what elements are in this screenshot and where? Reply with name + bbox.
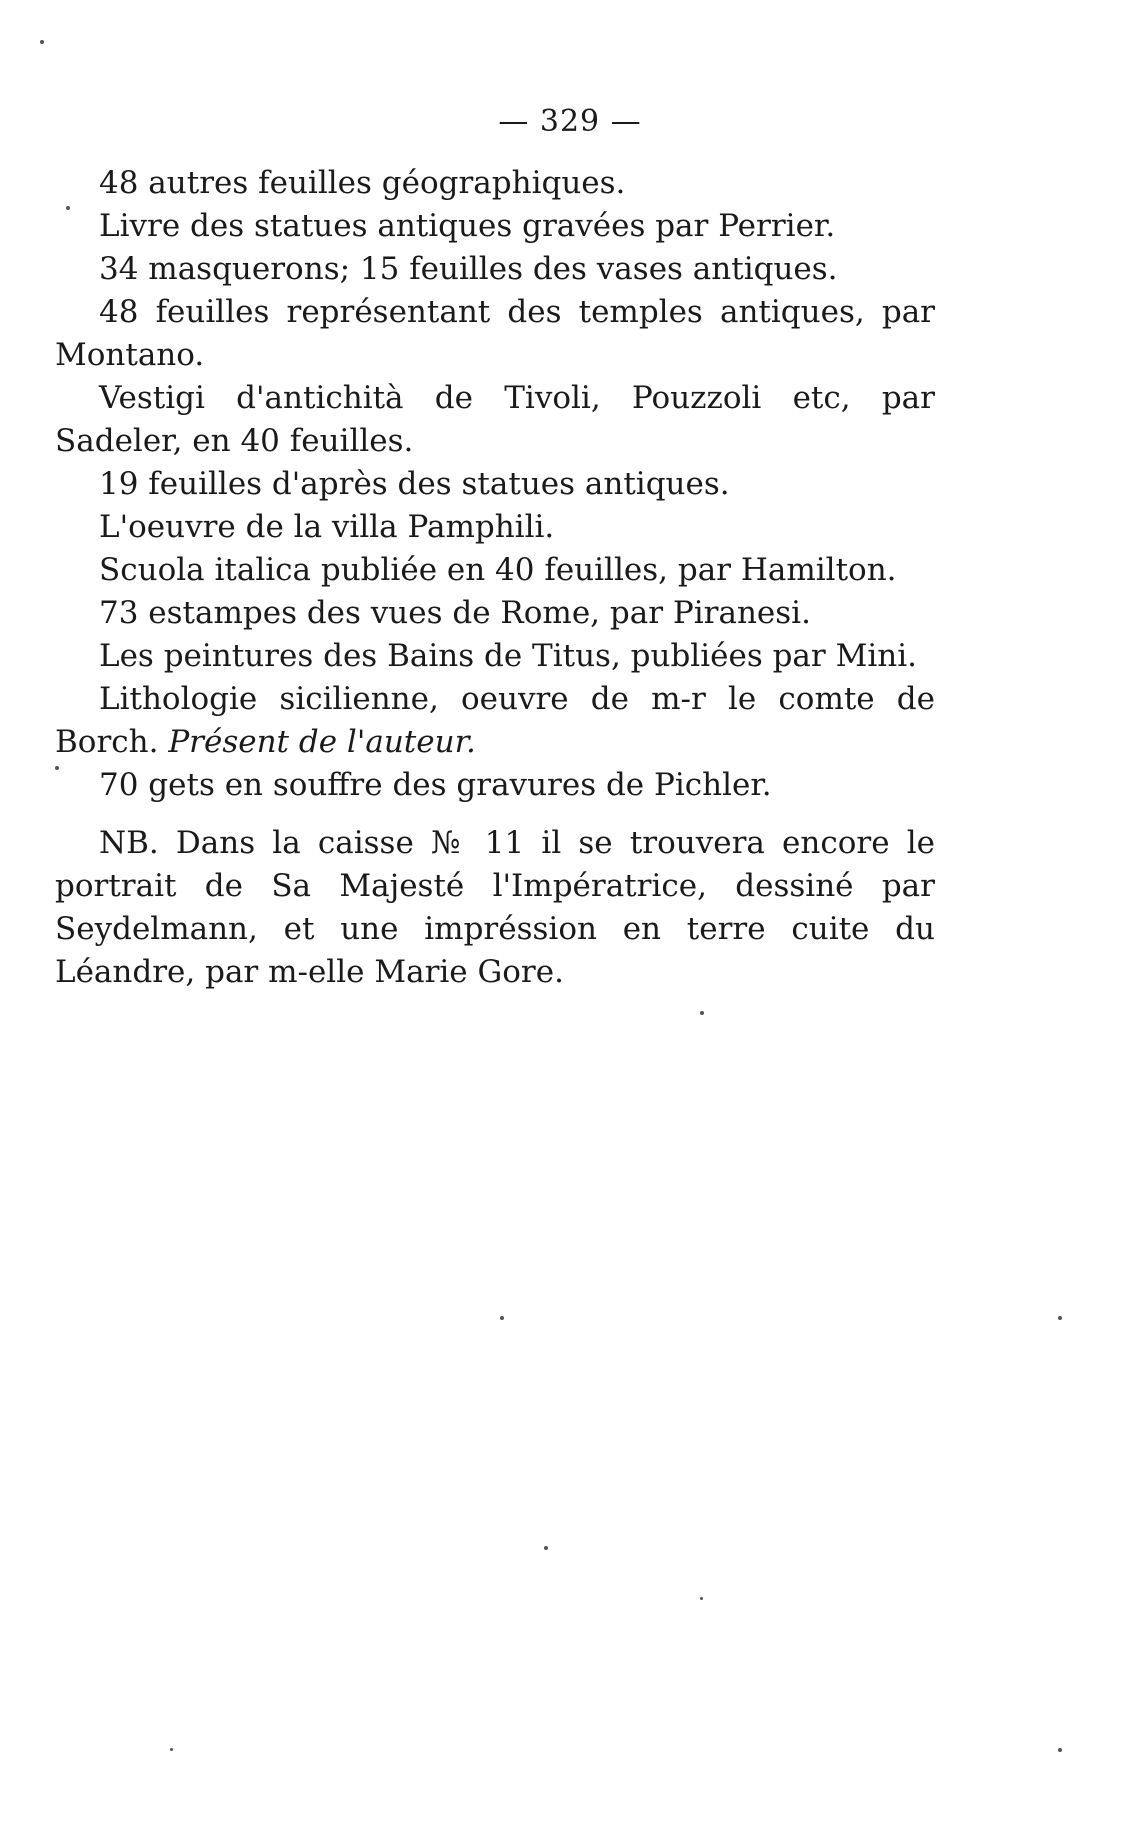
scan-speck — [170, 1748, 173, 1751]
entry-scuola-italica: Scuola italica publiée en 40 feuilles, par Hamilton. — [99, 552, 897, 588]
lithologie-italic-note: Présent de l'auteur. — [168, 724, 476, 760]
entry-perrier-statues: Livre des statues antiques gravées par Perrier. — [99, 208, 836, 244]
entry-sadeler-vestigi: Vestigi d'antichità de Tivoli, Pouzzoli etc, par Sadeler, en 40 feuilles. — [55, 380, 935, 459]
entry-statues-sheets: 19 feuilles d'après des statues antiques. — [99, 466, 730, 502]
page-number: — 329 — — [498, 104, 642, 139]
scan-speck — [500, 1316, 504, 1320]
scan-speck — [40, 40, 44, 44]
scan-speck — [700, 1597, 703, 1600]
entry-bains-titus: Les peintures des Bains de Titus, publiées par Mini. — [99, 638, 917, 674]
entry-lithologie — [55, 678, 935, 764]
entry-masquerons: 34 masquerons; 15 feuilles des vases antiques. — [99, 251, 838, 287]
scan-speck — [700, 1011, 704, 1015]
entry-geographic-sheets: 48 autres feuilles géographiques. — [99, 165, 626, 201]
scan-speck — [1058, 1316, 1062, 1320]
entry-villa-pamphili: L'oeuvre de la villa Pamphili. — [99, 509, 555, 545]
text-block — [55, 162, 935, 994]
scan-speck — [66, 206, 70, 210]
entry-montano-temples: 48 feuilles représentant des temples antiques, par Montano. — [55, 294, 935, 373]
scan-speck — [544, 1546, 548, 1550]
scan-speck — [1058, 1748, 1062, 1752]
entry-piranesi: 73 estampes des vues de Rome, par Piranesi. — [99, 595, 811, 631]
entry-pichler: 70 gets en souffre des gravures de Pichler. — [99, 767, 772, 803]
scan-speck — [55, 766, 59, 770]
nb-note: NB. Dans la caisse № 11 il se trouvera encore le portrait de Sa Majesté l'Impératrice, dessiné par Seydelmann, et une impréssion en terre cuite du Léandre, par m-elle Marie Gore. — [55, 825, 935, 990]
lithologie-text: Lithologie sicilienne, oeuvre de m-r le comte de Borch. — [55, 681, 935, 760]
